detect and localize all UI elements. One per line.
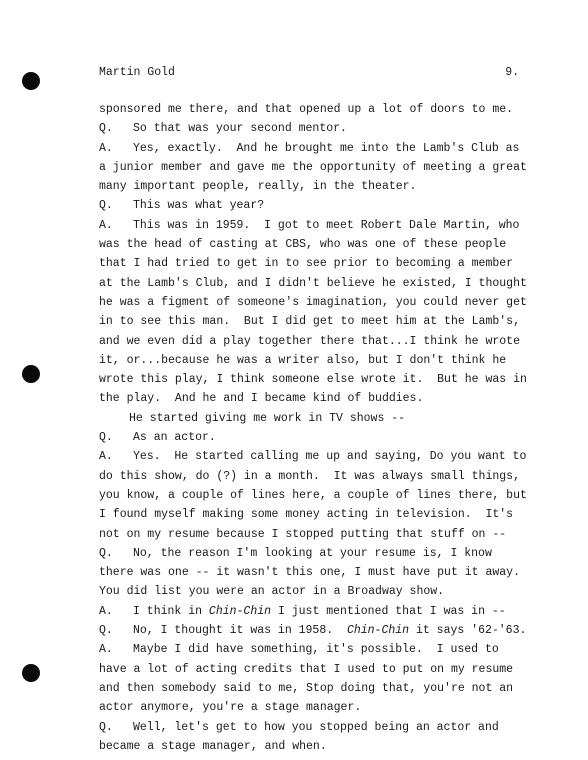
line-text: a junior member and gave me the opportunity of meeting a great bbox=[99, 160, 527, 174]
line-text: not on my resume because I stopped putting that stuff on -- bbox=[99, 527, 507, 541]
page-number: 9. bbox=[505, 66, 519, 79]
play-title: Chin-Chin bbox=[208, 604, 272, 618]
speaker-label: A. bbox=[99, 218, 113, 232]
transcript-line bbox=[99, 100, 529, 119]
line-text: Maybe I did have something, it's possible. I used to bbox=[133, 643, 499, 657]
line-text: wrote this play, I think someone else wrote it. But he was in bbox=[99, 373, 527, 387]
line-text: So that was your second mentor. bbox=[133, 122, 347, 136]
line-text: it says '62-'63. bbox=[409, 624, 527, 638]
line-text: No, the reason I'm looking at your resume is, I know bbox=[133, 546, 492, 560]
line-text: and then somebody said to me, Stop doing that, you're not an bbox=[99, 681, 514, 695]
line-text: Yes. He started calling me up and saying, Do you want to bbox=[133, 450, 527, 464]
line-text: This was in 1959. I got to meet Robert Dale Martin, who bbox=[133, 218, 520, 232]
play-title: Chin-Chin bbox=[346, 624, 410, 638]
transcript-line bbox=[99, 332, 529, 351]
transcript-line bbox=[99, 254, 529, 273]
transcript-line bbox=[99, 467, 529, 486]
transcript-line bbox=[99, 389, 529, 408]
line-text: many important people, really, in the theater. bbox=[99, 180, 417, 194]
transcript-line bbox=[99, 718, 529, 737]
transcript-line bbox=[99, 196, 529, 215]
transcript-line bbox=[99, 525, 529, 544]
line-text: that I had tried to get in to see prior to becoming a member bbox=[99, 257, 514, 271]
transcript-line bbox=[99, 505, 529, 524]
transcript-line bbox=[99, 216, 529, 235]
speaker-label: Q. bbox=[99, 720, 113, 734]
transcript-line bbox=[99, 602, 529, 621]
speaker-label: Q. bbox=[99, 122, 113, 136]
line-text: he was a figment of someone's imagination, you could never get bbox=[99, 295, 527, 309]
interviewee-name: Martin Gold bbox=[99, 66, 175, 79]
punch-hole bbox=[22, 72, 40, 90]
speaker-label: A. bbox=[99, 643, 113, 657]
transcript-line bbox=[99, 351, 529, 370]
line-text: you know, a couple of lines here, a couple of lines there, but bbox=[99, 488, 527, 502]
transcript-line bbox=[99, 370, 529, 389]
transcript-line bbox=[99, 409, 529, 428]
line-text: I found myself making some money acting in television. It's bbox=[99, 508, 514, 522]
line-text: Yes, exactly. And he brought me into the Lamb's Club as bbox=[133, 141, 520, 155]
speaker-label: Q. bbox=[99, 546, 113, 560]
transcript-line bbox=[99, 563, 529, 582]
line-text: the play. And he and I became kind of buddies. bbox=[99, 392, 424, 406]
line-text: do this show, do (?) in a month. It was always small things, bbox=[99, 469, 520, 483]
transcript-line bbox=[99, 428, 529, 447]
line-text: have a lot of acting credits that I used to put on my resume bbox=[99, 662, 514, 676]
line-text: I just mentioned that I was in -- bbox=[271, 604, 506, 618]
transcript-line bbox=[99, 660, 529, 679]
speaker-label: Q. bbox=[99, 431, 113, 445]
transcript-line bbox=[99, 447, 529, 466]
transcript-line bbox=[99, 235, 529, 254]
transcript-body bbox=[99, 100, 529, 756]
line-text: As an actor. bbox=[133, 431, 216, 445]
transcript-line bbox=[99, 312, 529, 331]
line-text: at the Lamb's Club, and I didn't believe he existed, I thought bbox=[99, 276, 527, 290]
transcript-line bbox=[99, 582, 529, 601]
line-text: Well, let's get to how you stopped being an actor and bbox=[133, 720, 499, 734]
line-text: in to see this man. But I did get to meet him at the Lamb's, bbox=[99, 315, 520, 329]
transcript-line bbox=[99, 621, 529, 640]
transcript-line bbox=[99, 737, 529, 756]
transcript-line bbox=[99, 640, 529, 659]
speaker-label: A. bbox=[99, 450, 113, 464]
speaker-label: A. bbox=[99, 604, 113, 618]
running-header bbox=[99, 66, 519, 80]
line-text: I think in bbox=[133, 604, 209, 618]
line-text: became a stage manager, and when. bbox=[99, 739, 327, 753]
line-text: sponsored me there, and that opened up a lot of doors to me. bbox=[99, 103, 514, 116]
punch-hole bbox=[22, 664, 40, 682]
line-text: it, or...because he was a writer also, but I don't think he bbox=[99, 353, 507, 367]
speaker-label: Q. bbox=[99, 624, 113, 638]
transcript-line bbox=[99, 139, 529, 158]
line-text: He started giving me work in TV shows -- bbox=[129, 411, 406, 425]
line-text: was the head of casting at CBS, who was one of these people bbox=[99, 238, 507, 252]
transcript-line bbox=[99, 119, 529, 138]
transcript-line bbox=[99, 158, 529, 177]
line-text: there was one -- it wasn't this one, I must have put it away. bbox=[99, 566, 520, 580]
transcript-line bbox=[99, 293, 529, 312]
transcript-line bbox=[99, 679, 529, 698]
punch-hole bbox=[22, 365, 40, 383]
speaker-label: A. bbox=[99, 141, 113, 155]
line-text: No, I thought it was in 1958. bbox=[133, 624, 347, 638]
line-text: and we even did a play together there that...I think he wrote bbox=[99, 334, 520, 348]
line-text: You did list you were an actor in a Broadway show. bbox=[99, 585, 445, 599]
speaker-label: Q. bbox=[99, 199, 113, 213]
transcript-line bbox=[99, 486, 529, 505]
transcript-line bbox=[99, 177, 529, 196]
transcript-line bbox=[99, 698, 529, 717]
line-text: actor anymore, you're a stage manager. bbox=[99, 701, 362, 715]
transcript-line bbox=[99, 544, 529, 563]
transcript-line bbox=[99, 274, 529, 293]
line-text: This was what year? bbox=[133, 199, 265, 213]
